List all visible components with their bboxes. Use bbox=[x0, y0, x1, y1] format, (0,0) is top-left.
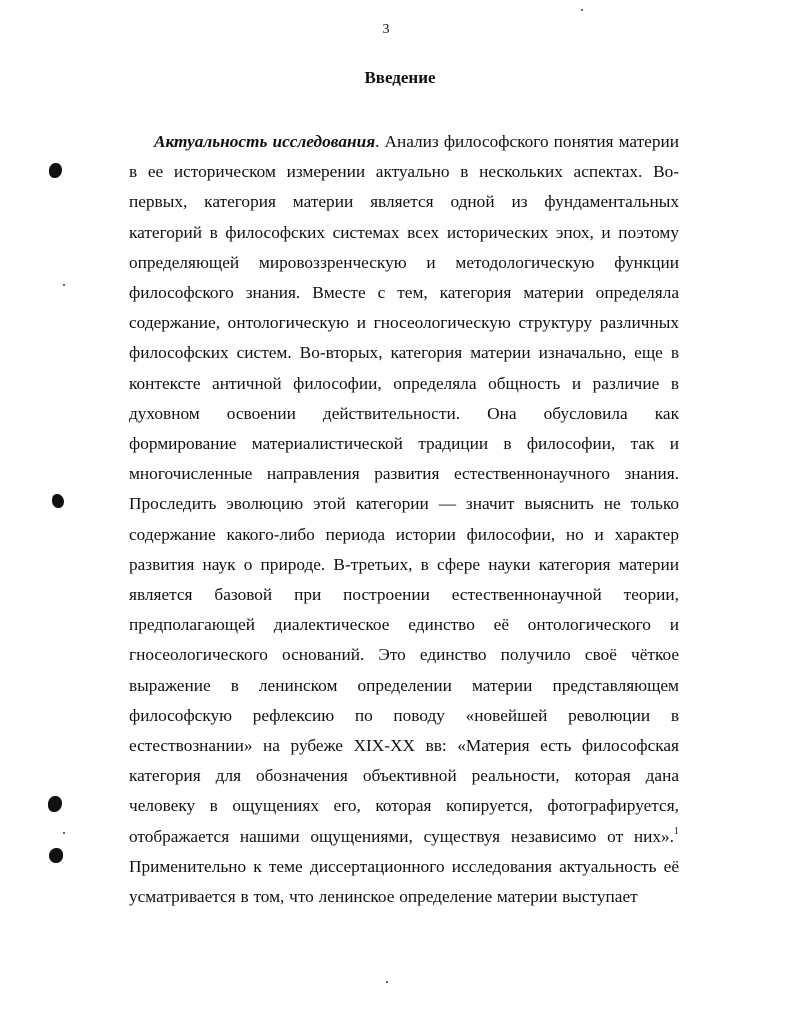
paragraph-text-continued: Применительно к теме диссертационного исследования актуальность её усматривается в том, что ленинское определение материи выступает bbox=[129, 856, 679, 907]
footnote-mark: 1 bbox=[674, 825, 679, 837]
scan-speck bbox=[63, 832, 65, 834]
scan-blot bbox=[48, 796, 62, 812]
scan-blot bbox=[52, 494, 64, 508]
paragraph-text: Анализ философского понятия материи в ее историческом измерении актуально в нескольких аспектах. Во-первых, категория материи является одной из фундаментальных категорий в философских системах всех исторических эпох, и поэтому определяющей мировоззренческую и методологическую функции философского знания. Вместе с тем, категория материи определяла содержание, онтологическую и гносеологическую структуру различных философских систем. Во-вторых, категория материи изначально, еще в контексте античной философии, определяла общность и различие в духовном освоении действительности. Она обусловила как формирование материалистической традиции в философии, так и многочисленные направления развития естественнонаучного знания. Проследить эволюцию этой категории — значит выяснить не только содержание какого-либо периода истории философии, но и характер развития наук о природе. В-третьих, в сфере науки категория материи является базовой при построении естественнонаучной теории, предполагающей диалектическое единство её онтологического и гносеологического оснований. Это единство получило своё чёткое выражение в ленинском определении материи представляющем философскую рефлексию по поводу «новейшей революции в естествознании» на рубеже XIX-XX вв: «Материя есть философская категория для обозначения объективной реальности, которая дана человеку в ощущениях его, которая копируется, фотографируется, отображается нашими ощущениями, существуя независимо от них». bbox=[129, 132, 679, 846]
scan-speck bbox=[386, 981, 388, 983]
scan-blot bbox=[49, 848, 63, 863]
scan-speck bbox=[63, 284, 65, 286]
scan-speck bbox=[581, 9, 583, 11]
lead-punctuation: . bbox=[375, 132, 380, 151]
paragraph-lead: Актуальность исследования bbox=[154, 132, 376, 151]
scan-blot bbox=[49, 163, 62, 178]
page-number: 3 bbox=[382, 22, 390, 37]
intro-paragraph bbox=[129, 127, 679, 912]
page-title: Введение bbox=[364, 68, 436, 87]
